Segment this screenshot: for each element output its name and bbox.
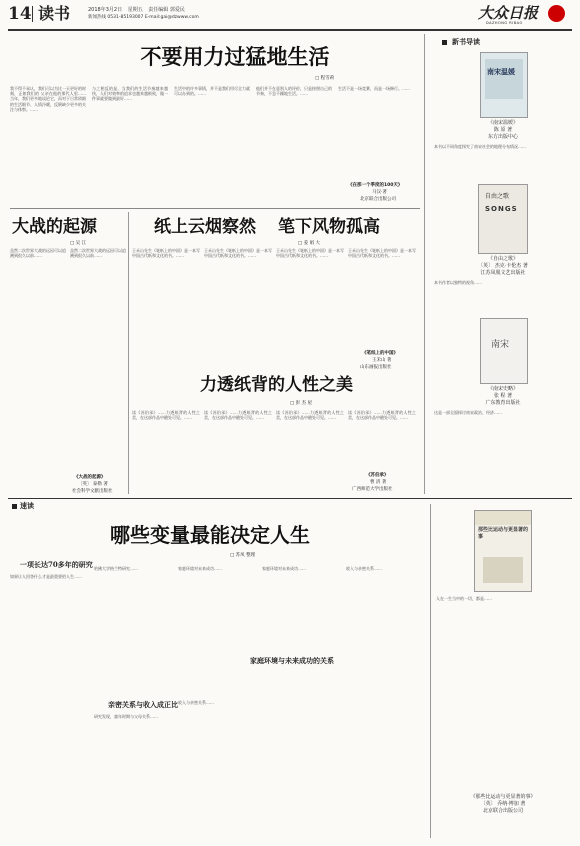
book-2-blurb: 本书作者以独特的视角…… <box>434 280 482 285</box>
article-bottom-sub2: 家庭环境与未来成功的关系 <box>250 656 334 665</box>
article-bottom-sub1: 一项长达70多年的研究 <box>20 560 93 569</box>
article-right-title-2: 笔下风物孤高 <box>278 217 380 237</box>
book-cover-4 <box>474 510 532 592</box>
book-cover-4-title: 那些比运动与更显著的事 <box>478 527 529 540</box>
article-left-author: 〔英〕 泰勒 著 <box>78 482 108 487</box>
article-force-byline: □ 彭 杰 屋 <box>290 401 313 406</box>
article-bottom-body3: 研究发现，童年时期与父母关系…… <box>94 714 158 719</box>
article-left-body: 虽然二次世界大战的远因可以追溯到很久以前…… <box>10 248 66 259</box>
book-4-caption-author: 〔英〕 乔纳·博加 著 <box>480 801 526 807</box>
article-right-body-2: 王禾山先生《笔纸上的中国》是一本写中国古代纸和文化的书。…… <box>204 248 272 259</box>
article-bottom-byline: □ 苏凤 整理 <box>230 553 256 558</box>
article-left-source: 《大战的起源》 <box>74 475 106 480</box>
article-bottom-body2: 哈佛大学格兰特研究…… <box>94 566 138 571</box>
sidebar <box>430 36 570 496</box>
logo-emblem <box>548 5 565 22</box>
article-left-title: 大战的起源 <box>12 217 97 237</box>
article-force-body-4: 读《苏伯承》……力透纸背的人性之美，在这部作品中随处可见。…… <box>348 410 416 421</box>
article-right-author: 王禾山 著 <box>372 358 392 363</box>
book-2-caption-publisher: 江苏凤凰文艺出版社 <box>480 270 526 276</box>
column-divider <box>128 212 129 494</box>
book-cover-2-title: 自由之歌 <box>485 193 510 200</box>
sidebar-square-icon <box>442 40 447 45</box>
divider <box>10 208 420 209</box>
article-right-title-1: 纸上云烟察然 <box>154 217 256 237</box>
bottom-section-square-icon <box>12 504 17 509</box>
article-bottom-title: 哪些变量最能决定人生 <box>110 523 310 547</box>
sidebar-title: 新书导读 <box>452 38 480 46</box>
article-top-col5: 生活不是一场竞赛，而是一场修行。…… <box>338 86 410 91</box>
book-2-caption-author: 〔英〕 杰克·卡伦杰 著 <box>478 263 528 269</box>
issue-weekday: 星期五 <box>127 7 143 13</box>
article-bottom-body7: 收入与亲密关系…… <box>346 566 382 571</box>
article-bottom-sub3: 亲密关系与收入成正比 <box>108 700 178 709</box>
article-bottom-body6: 家庭环境对未来成功…… <box>262 566 306 571</box>
book-3-caption-author: 张 程 著 <box>493 393 513 399</box>
paper-logo-pinyin: DAZHONG RIBAO <box>486 21 523 25</box>
book-cover-2-subtitle: SONGS <box>485 205 518 213</box>
article-bottom-body5: 收入与亲密关系…… <box>178 700 214 705</box>
article-force-body: 读《苏伯承》……力透纸背的人性之美，在这部作品中随处可见。…… <box>132 410 200 421</box>
article-force-author: 曹 清 著 <box>370 480 387 485</box>
book-cover-3 <box>480 318 528 384</box>
article-force-body-2: 读《苏伯承》……力透纸背的人性之美，在这部作品中随处可见。…… <box>204 410 272 421</box>
article-top-author: 马汉·著 <box>372 190 387 195</box>
bottom-sidebar-divider <box>430 504 431 838</box>
section-title: 读书 <box>38 4 71 23</box>
book-4-blurb: 人在一生当中的一切，都是…… <box>436 596 492 601</box>
book-3-caption-publisher: 广东教育出版社 <box>485 400 521 406</box>
paper-logo: 大众日报 <box>478 4 539 22</box>
article-right-body-4: 王禾山先生《笔纸上的中国》是一本写中国古代纸和文化的书。…… <box>348 248 416 259</box>
article-top-publisher: 北京联合出版公司 <box>360 197 396 202</box>
book-cover-2 <box>478 184 528 254</box>
book-3-caption-title: 《南宋史略》 <box>487 386 518 392</box>
article-top-byline: □ 程雪莉 <box>315 76 335 81</box>
article-right-body-3: 王禾山先生《笔纸上的中国》是一本写中国古代纸和文化的书。…… <box>276 248 344 259</box>
book-cover-1 <box>480 52 528 118</box>
article-right-byline: □ 姜 娟 大 <box>298 241 321 246</box>
editor-credit: 责任编辑 郭爱民 <box>148 7 185 13</box>
article-force-publisher: 广西师范大学出版社 <box>352 487 393 492</box>
article-top-col3: 生活中的许多事情，并不是我们用尽全力就可以办到的。…… <box>174 86 250 97</box>
article-left-byline: □ 吴 江 <box>70 241 87 246</box>
article-top-col2: 与之相反的是，当我们的生活节奏越来越快，人们对效率的追求也越来越极致，做一件事就要做到最好…… <box>92 86 168 102</box>
article-force-title: 力透纸背的人性之美 <box>200 375 353 395</box>
book-1-blurb: 本书以不同角度探究了南宋社会的地理分布情况…… <box>434 144 526 149</box>
header-rule <box>8 29 572 31</box>
article-right-publisher: 山东画报出版社 <box>360 365 392 370</box>
article-top-source: 《在那一个季度的100天》 <box>348 183 403 188</box>
issue-date: 2018年3月2日 <box>88 7 123 13</box>
book-4-caption-title: 《那些比运动与更显著的事》 <box>470 794 536 800</box>
book-1-caption-author: 陈 原 著 <box>493 127 513 133</box>
article-bottom-body1: 如果让人回答什么才是最重要的人生…… <box>10 574 82 579</box>
article-left-body-2: 虽然二次世界大战的远因可以追溯到很久以前…… <box>70 248 126 259</box>
article-force-body-3: 读《苏伯承》……力透纸背的人性之美，在这部作品中随处可见。…… <box>276 410 344 421</box>
book-2-caption-title: 《自由之歌》 <box>487 256 518 262</box>
article-top-col1: 我不得不承认，我们可以为比一天更好的时刻，正如我们的 父亲在他的那代人里……当年，我们更多地谈论它，而对于日常琐细的生活细节、人情冷暖，反倒缺少更多的关注与体察。…… <box>10 86 86 112</box>
article-bottom-body4: 家庭环境对未来成功…… <box>178 566 222 571</box>
book-cover-1-title: 南宋温媛 <box>487 67 515 76</box>
article-left-publisher: 社会科学文献出版社 <box>72 489 113 494</box>
book-1-caption-title: 《南宋温媛》 <box>487 120 518 126</box>
book-3-blurb: 这是一部全面探讨南宋政治、经济…… <box>434 410 502 415</box>
section-rule <box>8 498 572 499</box>
sidebar-divider <box>424 34 425 494</box>
article-top-title: 不要用力过猛地生活 <box>140 44 330 69</box>
article-right-body: 王禾山先生《笔纸上的中国》是一本写中国古代纸和文化的书。…… <box>132 248 200 259</box>
contact-line: 新闻热线 0531-85193007 E-mail:gai@dzwww.com <box>88 15 199 20</box>
book-4-caption-publisher: 北京联合出版公司 <box>482 808 523 814</box>
article-force-source: 《苏伯承》 <box>366 473 389 478</box>
bottom-section-label: 速读 <box>20 502 34 510</box>
page-number: 14 <box>8 4 32 24</box>
header-divider <box>32 6 33 22</box>
book-1-caption-publisher: 东方出版中心 <box>487 134 518 140</box>
article-right-source: 《笔纸上的中国》 <box>362 351 398 356</box>
article-top-col4: 他们并不在意别人的评价，只是按照自己的节奏，不急不躁地生活。…… <box>256 86 332 97</box>
page-header <box>8 4 572 28</box>
book-cover-3-title: 南宋 <box>491 340 510 350</box>
